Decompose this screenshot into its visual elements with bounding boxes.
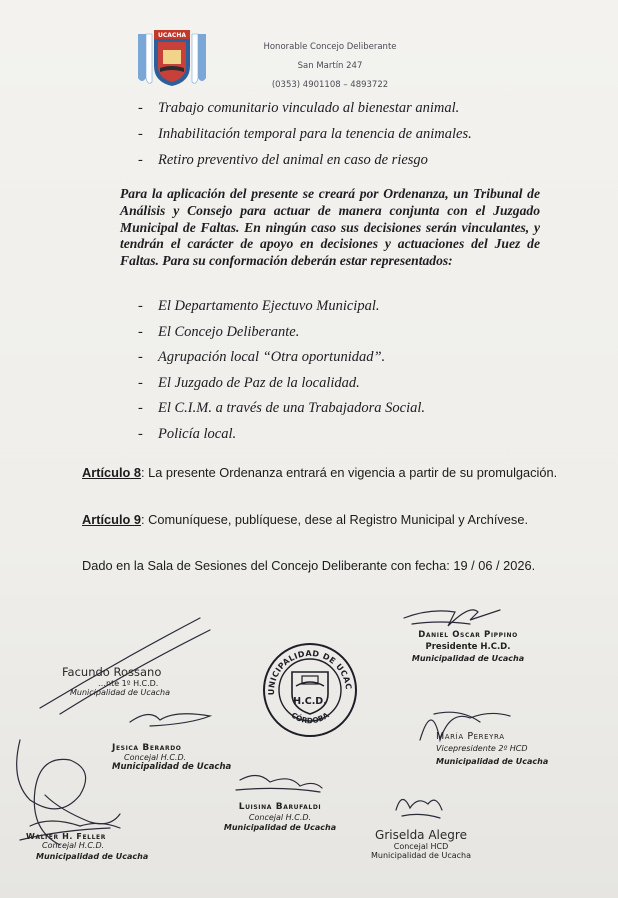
members-list: [138, 296, 425, 449]
list-item: - Inhabilitación temporal para la tenencia de animales.: [138, 124, 472, 150]
seal-ring-top: UNICIPALIDAD DE UCAC: [266, 648, 354, 696]
article-9: [82, 512, 582, 527]
list-item: - El C.I.M. a través de una Trabajadora Social.: [138, 398, 425, 424]
sanctions-list: [138, 98, 472, 176]
logo-text: UCACHA: [158, 32, 186, 39]
svg-text:CÓRDOBA: [289, 710, 330, 725]
article-8-text: : La presente Ordenanza entrará en vigencia a partir de su promulgación.: [141, 465, 558, 480]
list-item: - Retiro preventivo del animal en caso de riesgo: [138, 150, 472, 176]
org-name: Honorable Concejo Deliberante: [263, 42, 397, 52]
org-phone: (0353) 4901108 – 4893722: [271, 80, 389, 90]
article-8-label: Artículo 8: [82, 465, 142, 480]
list-item: - El Departamento Ejectuvo Municipal.: [138, 296, 425, 322]
article-9-label: Artículo 9: [82, 512, 142, 527]
svg-text:MUNICIPALIDAD DE UCACHA: [262, 642, 353, 695]
council-seal: [262, 642, 358, 738]
list-item: - Trabajo comunitario vinculado al bienestar animal.: [138, 98, 472, 124]
signature-pippino: Daniel Oscar Pippino Presidente H.C.D. Municipalidad de Ucacha: [411, 630, 525, 663]
article-9-text: : Comuníquese, publíquese, dese al Registro Municipal y Archívese.: [141, 512, 528, 527]
org-address: San Martín 247: [297, 61, 363, 71]
seal-ring-bottom: CÓRDOBA: [289, 710, 331, 726]
municipal-logo: [136, 28, 208, 88]
signature-rossano: Facundo Rossano …nte 1º H.C.D. Municipalidad de Ucacha: [62, 665, 170, 697]
seal-center: H.C.D.: [293, 696, 327, 707]
list-item: - Agrupación local “Otra oportunidad”.: [138, 347, 425, 373]
closing-statement: Dado en la Sala de Sesiones del Concejo Deliberante con fecha: 19 / 06 / 2026.: [82, 558, 536, 573]
article-8: [82, 465, 582, 480]
signature-alegre: Griselda Alegre Concejal HCD Municipalidad de Ucacha: [371, 828, 471, 860]
signature-berardo: Jesica Berardo Concejal H.C.D. Municipalidad de Ucacha: [112, 743, 232, 772]
signature-pereyra: María Pereyra Vicepresidente 2º HCD Municipalidad de Ucacha: [436, 731, 549, 766]
signature-barufaldi: Luisina Barufaldi Concejal H.C.D. Municipalidad de Ucacha: [223, 802, 337, 832]
signature-feller: Walter H. Feller Concejal H.C.D. Municipalidad de Ucacha: [26, 832, 149, 861]
tribunal-paragraph: Para la aplicación del presente se creará por Ordenanza, un Tribunal de Análisis y Consejo para actuar de manera conjunta con el Juzgado Municipal de Faltas. En ningún caso sus decisiones serán vinculantes, y tendrán el carácter de apoyo en decisiones y actuaciones del Juez de Faltas. Para su conformación deberán estar representados:: [120, 186, 540, 269]
list-item: - El Concejo Deliberante.: [138, 322, 425, 348]
list-item: - El Juzgado de Paz de la localidad.: [138, 373, 425, 399]
list-item: - Policía local.: [138, 424, 425, 450]
